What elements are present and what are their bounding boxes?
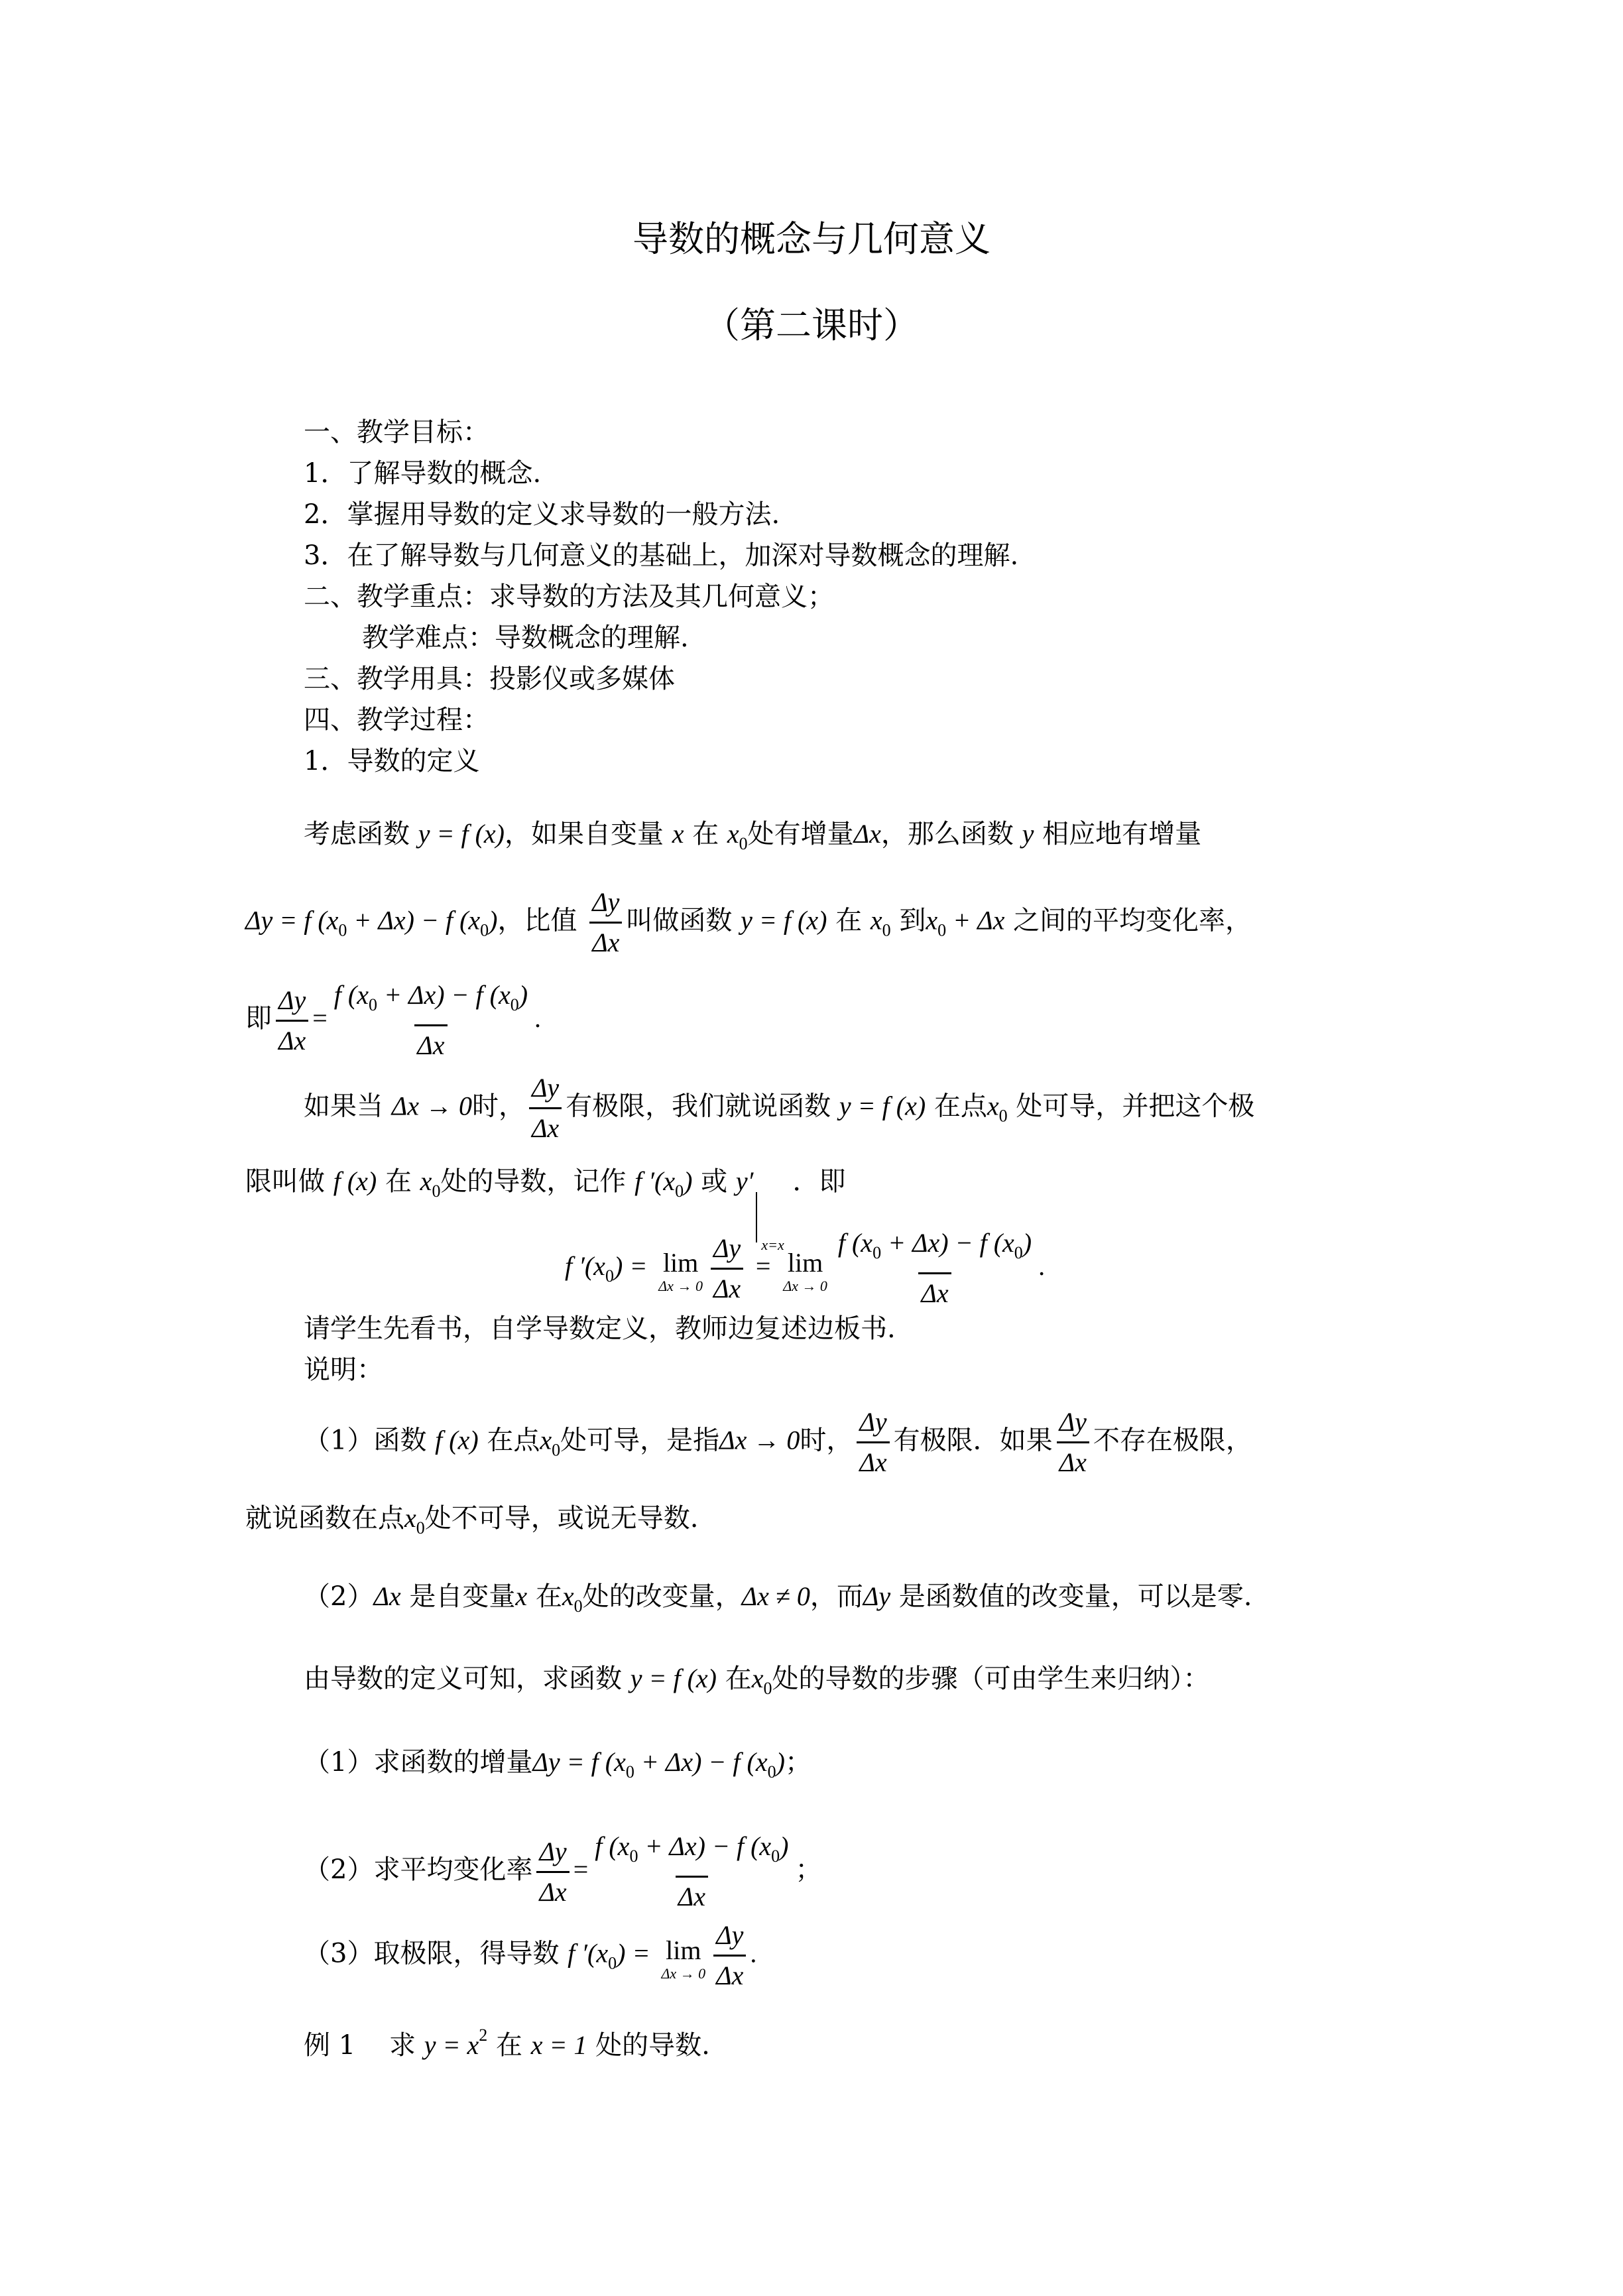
math-expr: + Δx) − f (x (881, 1228, 1014, 1258)
text: ； (784, 1747, 812, 1778)
math-expr: y′ (735, 1166, 754, 1196)
math-expr: = (634, 1938, 649, 1968)
math-expr: ) (780, 1831, 789, 1861)
tools: 三、教学用具：投影仪或多媒体 (304, 664, 675, 694)
subscript: 0 (998, 1106, 1008, 1126)
text: ，而 (810, 1581, 863, 1612)
math-expr: = (312, 1003, 328, 1033)
denominator: Δx (536, 1871, 569, 1907)
text: ； (795, 1854, 822, 1885)
math-expr: ) (776, 1747, 785, 1777)
math-expr: x = 1 (530, 2030, 587, 2060)
fraction-dy-dx (1057, 1407, 1089, 1478)
text: 是自变量 (409, 1581, 516, 1612)
numerator: Δy (539, 1836, 567, 1866)
denominator: Δx (589, 922, 622, 958)
math-expr: y (1022, 819, 1034, 849)
note-2 (304, 1581, 1252, 1622)
fraction-dy-dx (536, 1837, 569, 1907)
lim-subscript: Δx → 0 (658, 1278, 703, 1294)
subscript: 0 (629, 1846, 638, 1866)
subscript: 0 (608, 1953, 617, 1973)
math-expr: f ′(x (565, 1251, 605, 1281)
math-expr: x (404, 1503, 416, 1533)
math-expr: y = x (424, 2030, 479, 2060)
text: 或 (701, 1166, 728, 1197)
example-label: 例 1 (304, 2030, 356, 2061)
fraction-difference-quotient (592, 1831, 791, 1912)
objective-item: 2．掌握用导数的定义求导数的一般方法. (304, 499, 780, 530)
note-1 (304, 1407, 1252, 1478)
limit-operator (658, 1242, 703, 1295)
text: 在 (385, 1166, 412, 1197)
objective-item: 1．了解导数的概念. (304, 458, 542, 489)
math-expr: Δx ≠ 0 (741, 1581, 810, 1611)
math-expr: y = f (x) (741, 905, 827, 936)
text: 有极限，我们就说函数 (566, 1091, 831, 1122)
superscript: 2 (479, 2025, 488, 2045)
subscript: 0 (872, 1243, 882, 1262)
math-expr: + Δx (946, 905, 1005, 936)
math-expr: . (750, 1938, 757, 1968)
derivative-definition-equation (565, 1228, 1045, 1309)
text: 相应地有增量 (1042, 819, 1202, 849)
math-expr: + Δx) − f (x (634, 1747, 768, 1777)
numerator (331, 980, 530, 1024)
math-expr: f ′(x (568, 1938, 609, 1968)
math-expr: x (562, 1581, 574, 1611)
fraction-dy-dx (589, 887, 622, 958)
math-expr: x (420, 1166, 432, 1196)
math-expr: Δx → 0 (719, 1425, 800, 1455)
denominator: Δx (918, 1272, 951, 1309)
lim-text: lim (666, 1935, 701, 1965)
math-expr: x (987, 1091, 999, 1121)
math-expr: f (x (333, 980, 369, 1010)
numerator: Δy (1059, 1407, 1087, 1437)
subscript: 0 (432, 1181, 441, 1201)
subscript: 0 (480, 920, 489, 940)
text: ，比值 (497, 905, 577, 936)
text: 在 (692, 819, 719, 849)
math-expr: x (870, 905, 882, 936)
lim-text: lim (662, 1248, 699, 1278)
math-expr: x (540, 1425, 552, 1455)
subscript: 0 (767, 1762, 776, 1782)
math-expr: = (573, 1854, 589, 1884)
text: 处的导数的步骤（可由学生来归纳）： (772, 1663, 1210, 1694)
numerator: Δy (278, 985, 306, 1015)
math-expr: x (672, 819, 684, 849)
math-expr: Δx (373, 1581, 401, 1611)
steps-intro (304, 1663, 1209, 1705)
fraction-dy-dx (276, 985, 308, 1056)
text: 考虑函数 (304, 819, 410, 849)
numerator: Δy (531, 1073, 560, 1103)
text: ，如果自变量 (504, 819, 664, 849)
math-expr: f (x (595, 1831, 630, 1861)
key-points: 二、教学重点：求导数的方法及其几何意义； (304, 581, 834, 612)
subscript: 0 (882, 920, 891, 940)
math-expr: x (727, 819, 739, 849)
text: 即 (245, 1003, 272, 1034)
subscript: 0 (338, 920, 347, 940)
math-expr: y = f (x) (839, 1091, 926, 1121)
explain-heading: 说明： (304, 1355, 383, 1385)
text: 在点 (933, 1091, 987, 1122)
fraction-difference-quotient (331, 980, 530, 1061)
text: 时， (471, 1091, 525, 1122)
math-expr: = (631, 1251, 646, 1281)
text: 在 (535, 1581, 562, 1612)
math-expr: Δy (863, 1581, 891, 1611)
subscript: 0 (625, 1762, 634, 1782)
text: 之间的平均变化率， (1013, 905, 1252, 936)
math-expr: ) (684, 1166, 693, 1196)
process-heading: 四、教学过程： (304, 705, 489, 735)
math-expr: Δx → 0 (391, 1091, 472, 1121)
text: 到 (899, 905, 926, 936)
text: 处可导，是指 (560, 1425, 720, 1456)
step-1 (304, 1746, 812, 1788)
math-expr: ) (518, 980, 528, 1010)
text: （1）求函数的增量 (304, 1747, 533, 1778)
text: （1）函数 (304, 1425, 427, 1456)
subscript: 0 (1014, 1243, 1023, 1262)
numerator: Δy (859, 1407, 887, 1437)
text: 在点 (487, 1425, 540, 1456)
objective-item: 3．在了解导数与几何意义的基础上，加深对导数概念的理解. (304, 540, 1019, 571)
subscript: 0 (605, 1266, 614, 1286)
math-expr: Δx (853, 819, 881, 849)
math-expr: + Δx) − f (x (377, 980, 511, 1010)
math-expr: y = f (x) (418, 819, 505, 849)
text: （2） (304, 1581, 374, 1612)
fraction-dy-dx (529, 1073, 562, 1144)
denominator: Δx (1057, 1441, 1089, 1478)
text: 时， (800, 1425, 853, 1456)
text: 有极限．如果 (893, 1425, 1053, 1456)
lim-subscript: Δx → 0 (661, 1964, 706, 1982)
fraction-dy-dx (713, 1920, 746, 1991)
math-expr: x (515, 1581, 528, 1611)
page-subtitle: （第二课时） (704, 304, 919, 346)
subscript: 0 (416, 1518, 425, 1538)
text: （3）取极限，得导数 (304, 1938, 560, 1969)
limit-line-1 (304, 1073, 1254, 1144)
denominator: Δx (676, 1876, 708, 1912)
fraction-dy-dx (711, 1233, 743, 1304)
limit-operator (783, 1242, 827, 1295)
definition-line-2 (245, 887, 1252, 958)
section-heading: 1．导数的定义 (304, 746, 480, 776)
numerator (592, 1831, 791, 1876)
math-expr: ) (617, 1938, 626, 1968)
subscript: 0 (675, 1181, 684, 1201)
subscript: 0 (552, 1440, 561, 1460)
text: 如果当 (304, 1091, 383, 1122)
text: 处有增量 (747, 819, 854, 849)
math-expr: . (534, 1003, 542, 1033)
text: 处的导数. (595, 2030, 710, 2061)
math-expr: x=x (761, 1237, 784, 1253)
math-expr: + Δx) − f (x (347, 905, 481, 936)
fraction-difference-quotient (835, 1228, 1034, 1309)
difficulty: 教学难点：导数概念的理解. (362, 623, 689, 653)
text: 处的导数，记作 (440, 1166, 627, 1197)
subscript: 0 (510, 995, 519, 1014)
math-expr: f (x (837, 1228, 873, 1258)
subscript: 0 (368, 995, 377, 1014)
example-1 (304, 2020, 710, 2061)
math-expr: x (751, 1663, 764, 1693)
fraction-dy-dx (857, 1407, 889, 1478)
math-expr: f ′(x (634, 1166, 676, 1196)
math-expr: ) (613, 1251, 623, 1281)
text: 叫做函数 (626, 905, 733, 936)
text: 处不可导，或说无导数. (424, 1503, 699, 1534)
text: 处可导，并把这个极 (1016, 1091, 1255, 1122)
step-2 (304, 1831, 822, 1912)
text: 处的改变量， (582, 1581, 742, 1612)
denominator: Δx (414, 1024, 447, 1061)
objectives-heading: 一、教学目标： (304, 417, 489, 448)
text: ，那么函数 (880, 819, 1014, 849)
math-expr: f (x) (333, 1166, 377, 1196)
numerator (835, 1228, 1034, 1272)
text: 在 (495, 2030, 522, 2061)
subscript: 0 (763, 1679, 772, 1698)
math-expr: ) (1022, 1228, 1032, 1258)
math-expr: . (1038, 1251, 1046, 1281)
numerator: Δy (592, 887, 620, 917)
text: 就说函数在点 (245, 1503, 404, 1534)
subscript: 0 (739, 834, 748, 853)
subscript: 0 (573, 1597, 583, 1616)
numerator: Δy (713, 1233, 741, 1263)
denominator: Δx (857, 1441, 889, 1478)
definition-line-1 (304, 818, 1201, 860)
text: ．即 (792, 1166, 846, 1197)
math-expr: Δy = f (x (245, 905, 339, 936)
lim-subscript: Δx → 0 (783, 1278, 827, 1294)
note-1-cont (245, 1502, 698, 1544)
numerator: Δy (716, 1920, 744, 1950)
text: 限叫做 (245, 1166, 325, 1197)
page-title: 导数的概念与几何意义 (632, 218, 991, 260)
step-3 (304, 1920, 756, 1991)
lim-text: lim (787, 1248, 823, 1278)
denominator: Δx (713, 1955, 746, 1991)
definition-line-3 (245, 980, 541, 1061)
text: （2）求平均变化率 (304, 1854, 533, 1885)
denominator: Δx (276, 1020, 308, 1056)
text: 在 (835, 905, 863, 936)
text: 求 (389, 2030, 416, 2061)
text: 由导数的定义可知，求函数 (304, 1663, 622, 1694)
text: 在 (725, 1663, 752, 1694)
math-expr: y = f (x) (630, 1663, 717, 1693)
subscript: 0 (771, 1846, 780, 1866)
math-expr: ) (489, 905, 498, 936)
limit-operator (661, 1929, 705, 1982)
text: 不存在极限， (1093, 1425, 1252, 1456)
instruction: 请学生先看书，自学导数定义，教师边复述边板书. (304, 1313, 896, 1344)
math-expr: + Δx) − f (x (638, 1831, 772, 1861)
math-expr: x (926, 905, 938, 936)
text: 是函数值的改变量，可以是零. (898, 1581, 1252, 1612)
subscript: 0 (937, 920, 947, 940)
denominator: Δx (529, 1107, 562, 1144)
math-expr: Δy = f (x (532, 1747, 626, 1777)
math-expr: = (755, 1251, 771, 1281)
denominator: Δx (711, 1268, 743, 1304)
math-expr: f (x) (435, 1425, 479, 1455)
